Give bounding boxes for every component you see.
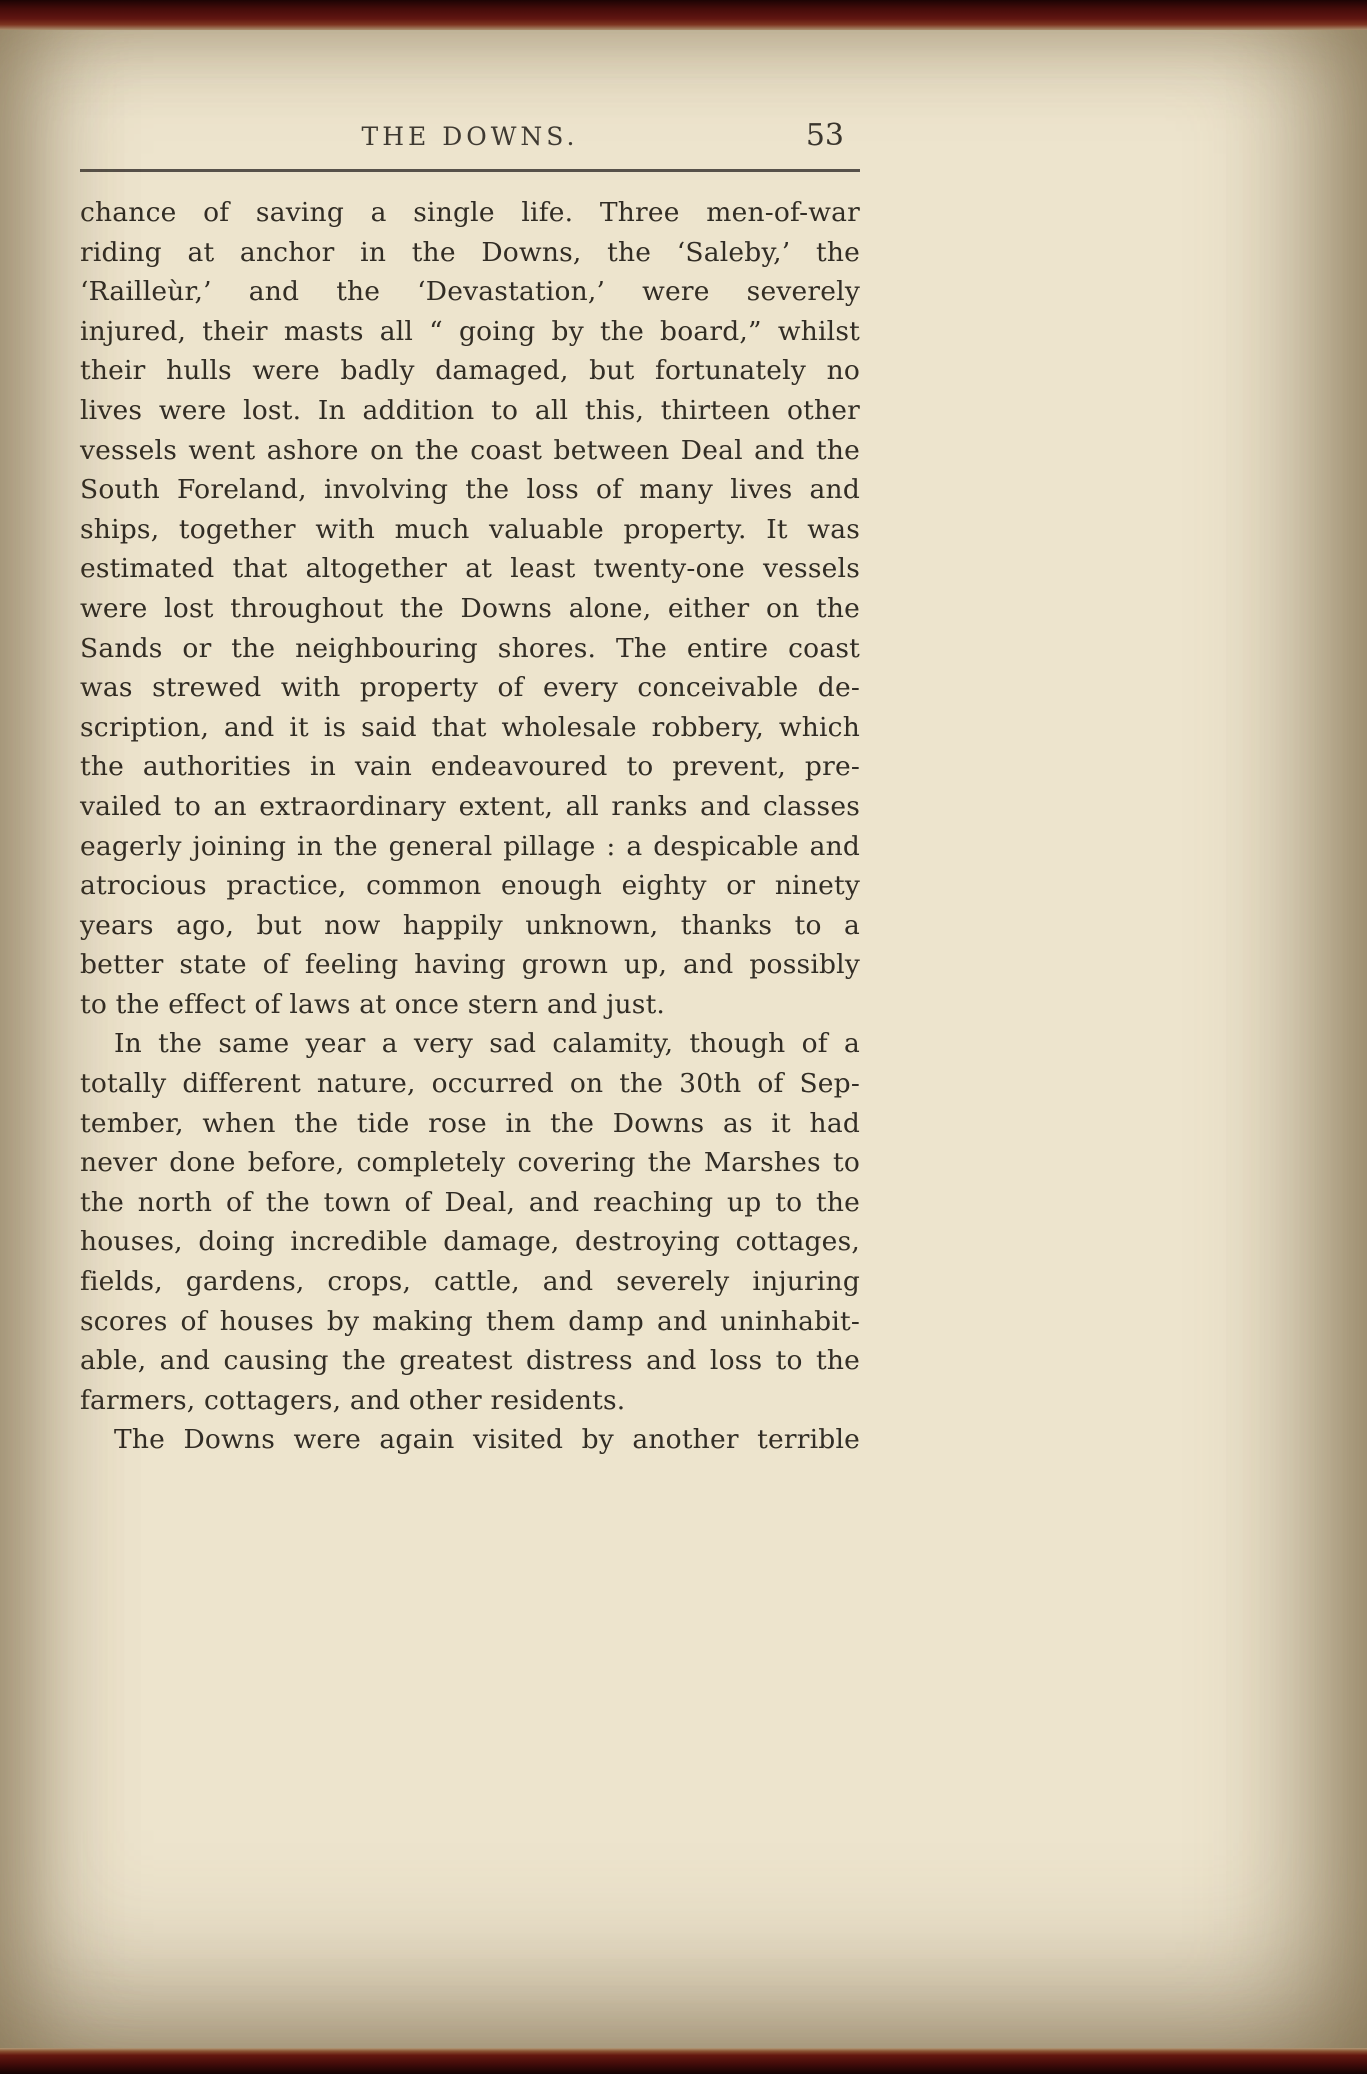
page-header (80, 118, 860, 160)
running-title: THE DOWNS. (361, 122, 579, 151)
text-line: houses, doing incredible damage, destroying cottages, (80, 1226, 860, 1258)
paragraph (80, 193, 860, 1024)
scan-bottom-edge (0, 2048, 1367, 2074)
text-line: the authorities in vain endeavoured to prevent, pre- (80, 751, 860, 783)
text-line: scription, and it is said that wholesale robbery, which (80, 711, 860, 743)
text-line: never done before, completely covering the Marshes to (80, 1147, 860, 1179)
text-line: were lost throughout the Downs alone, either on the (80, 592, 860, 624)
text-line: totally different nature, occurred on the 30th of Sep- (80, 1068, 860, 1100)
text-line: The Downs were again visited by another terrible (114, 1424, 860, 1456)
text-line: was strewed with property of every conceivable de- (80, 672, 860, 704)
book-page (80, 118, 860, 1460)
text-line: ships, together with much valuable property. It was (80, 513, 860, 545)
text-line: vessels went ashore on the coast between Deal and the (80, 434, 860, 466)
body-text (80, 193, 860, 1460)
text-line: estimated that altogether at least twenty-one vessels (80, 553, 860, 585)
text-line: their hulls were badly damaged, but fortunately no (80, 355, 860, 387)
text-line: fields, gardens, crops, cattle, and severely injuring (80, 1266, 860, 1298)
text-line: injured, their masts all “ going by the board,” whilst (80, 315, 860, 347)
text-line: vailed to an extraordinary extent, all ranks and classes (80, 790, 860, 822)
text-line: In the same year a very sad calamity, though of a (114, 1028, 860, 1060)
text-line: able, and causing the greatest distress and loss to the (80, 1345, 860, 1377)
text-line: South Foreland, involving the loss of many lives and (80, 474, 860, 506)
text-line: the north of the town of Deal, and reaching up to the (80, 1186, 860, 1218)
text-line: better state of feeling having grown up, and possibly (80, 949, 860, 981)
text-line: Sands or the neighbouring shores. The entire coast (80, 632, 860, 664)
text-line: lives were lost. In addition to all this, thirteen other (80, 394, 860, 426)
text-line: scores of houses by making them damp and uninhabit- (80, 1305, 860, 1337)
text-line: eagerly joining in the general pillage : a despicable and (80, 830, 860, 862)
text-line: atrocious practice, common enough eighty or ninety (80, 870, 860, 902)
text-line: riding at anchor in the Downs, the ‘Saleby,’ the (80, 236, 860, 268)
scan-top-edge (0, 0, 1367, 30)
paragraph (80, 1024, 860, 1420)
paragraph (80, 1420, 860, 1460)
text-line: tember, when the tide rose in the Downs as it had (80, 1107, 860, 1139)
text-line: to the effect of laws at once stern and just. (80, 988, 666, 1020)
header-rule (80, 169, 860, 172)
text-line: chance of saving a single life. Three men-of-war (80, 197, 860, 228)
page-number: 53 (805, 118, 844, 153)
text-line: years ago, but now happily unknown, thanks to a (80, 909, 860, 941)
text-line: farmers, cottagers, and other residents. (80, 1384, 626, 1416)
text-line: ‘Railleùr,’ and the ‘Devastation,’ were severely (80, 276, 860, 308)
